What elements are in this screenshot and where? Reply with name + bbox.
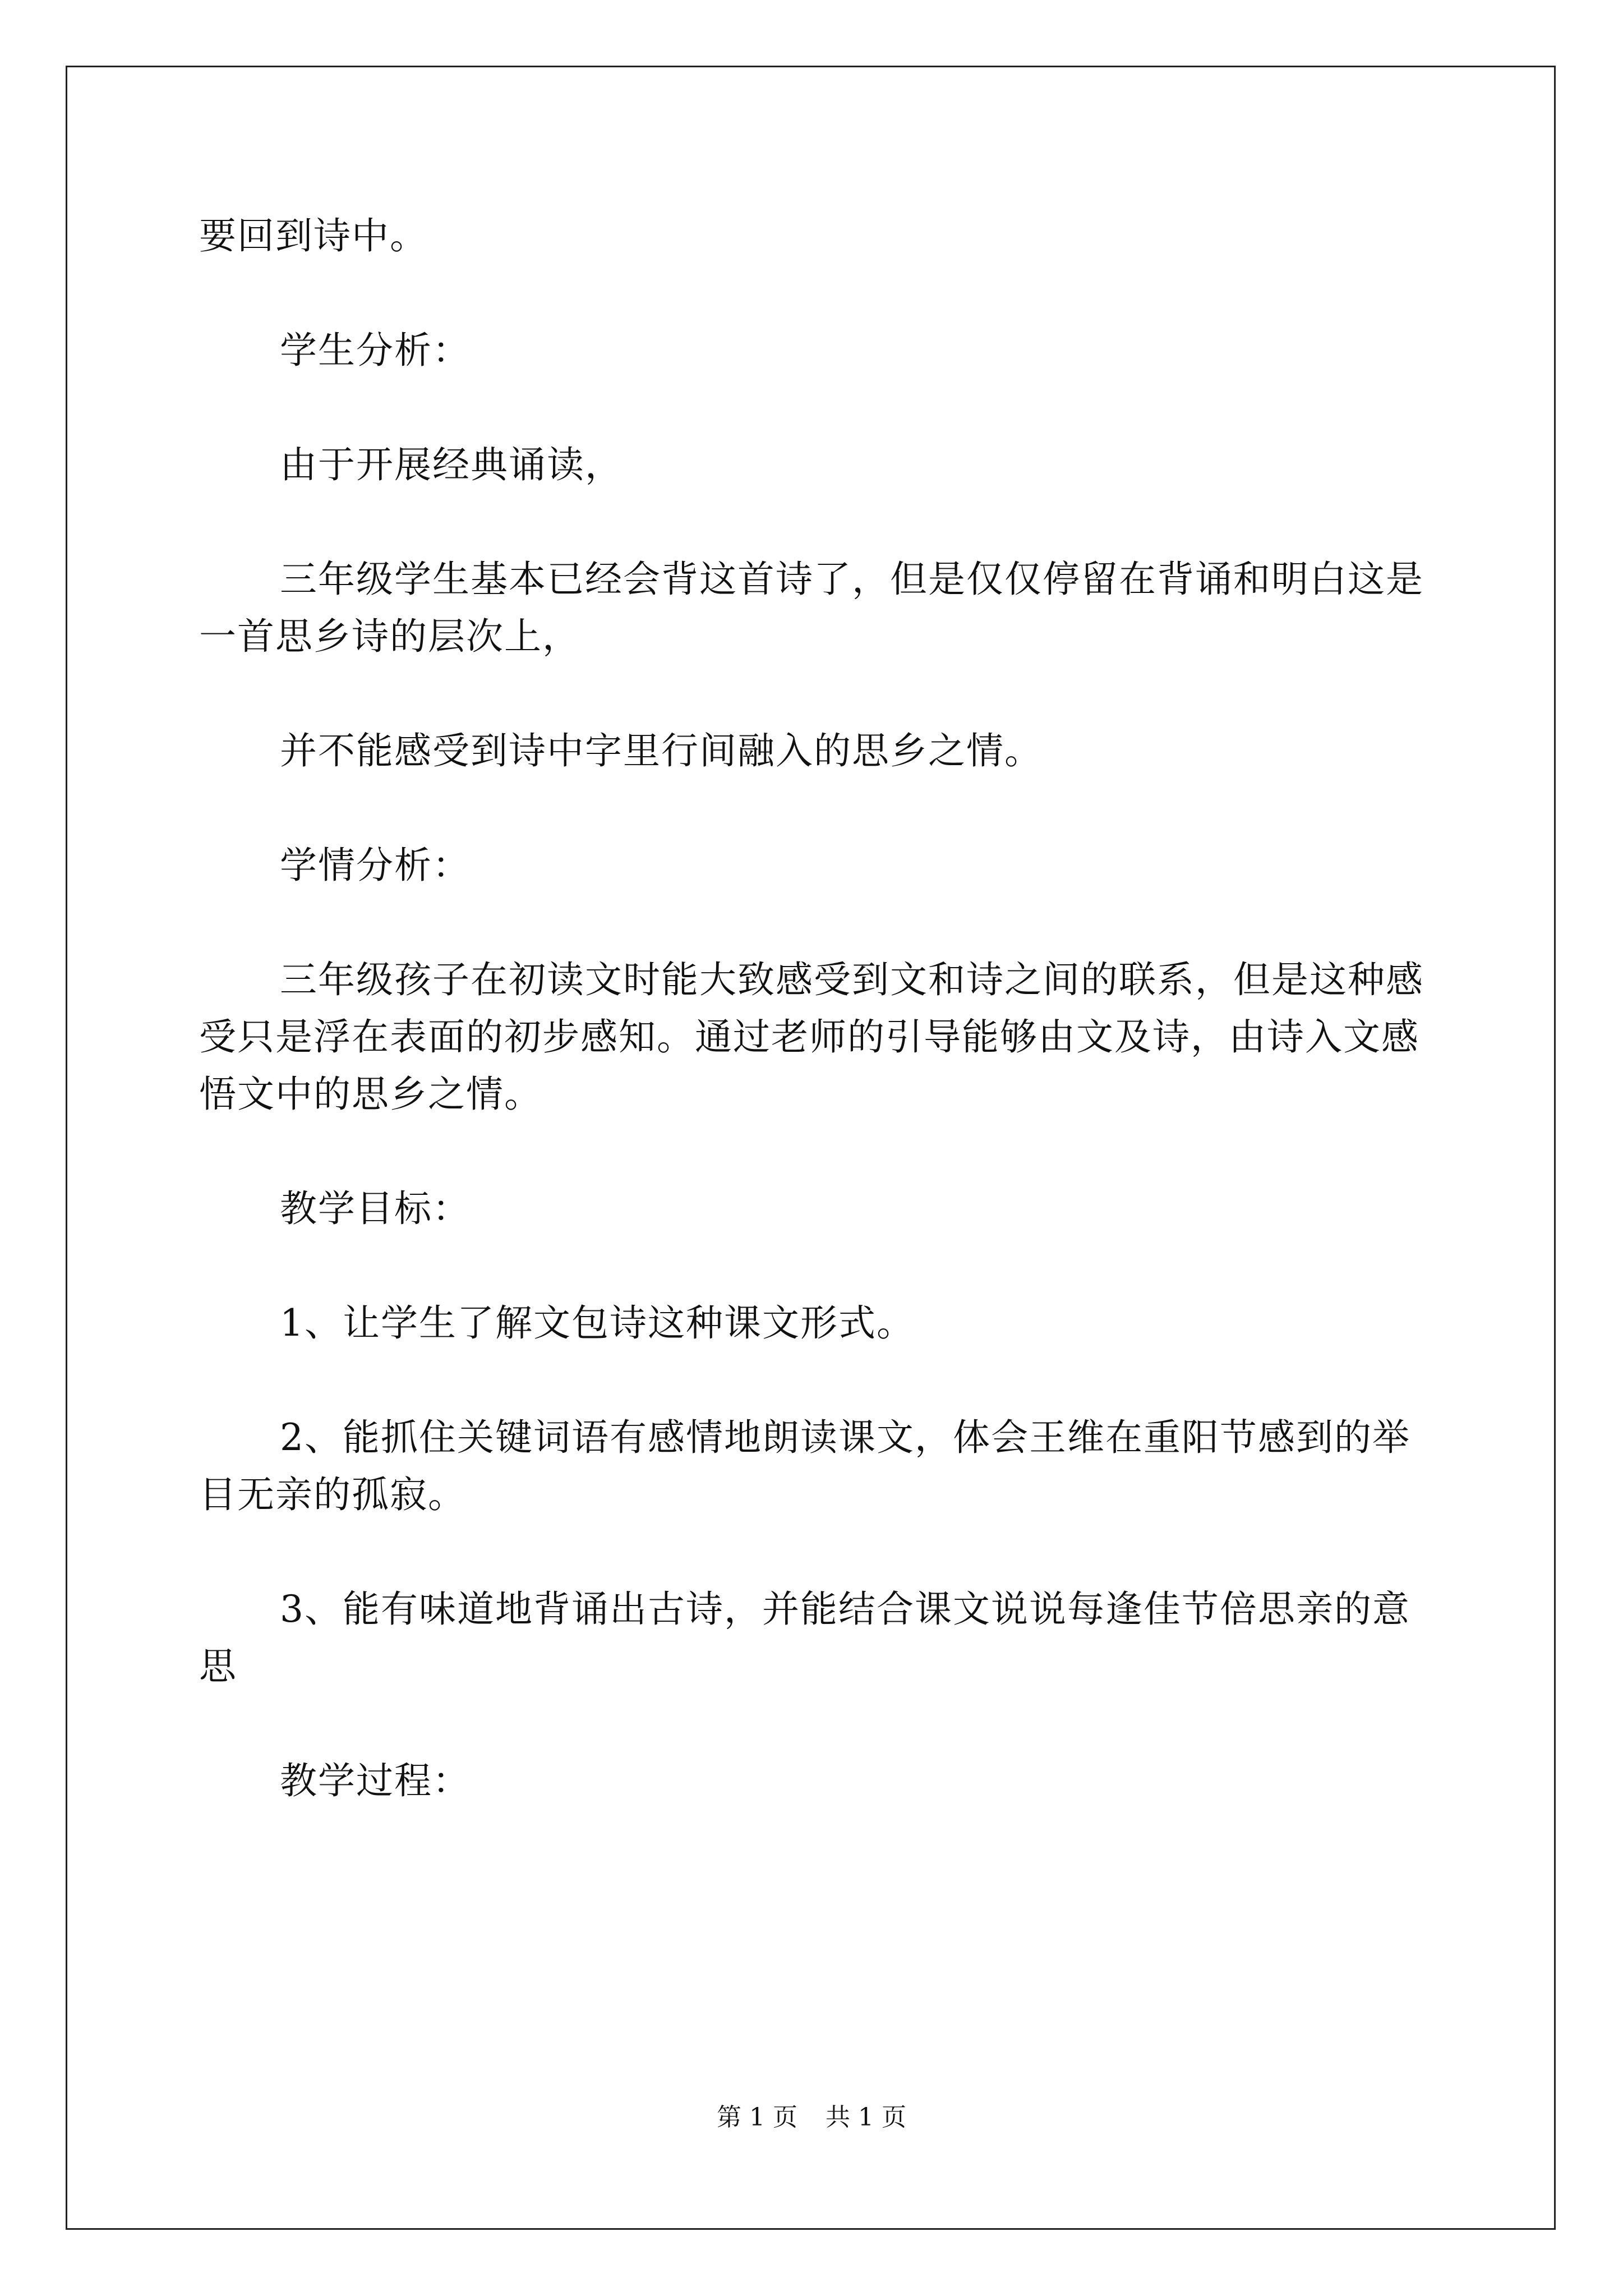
paragraph-4: 三年级学生基本已经会背这首诗了，但是仅仅停留在背诵和明白这是一首思乡诗的层次上， [199, 558, 1424, 658]
paragraph-6-heading: 学情分析： [280, 844, 471, 887]
paragraph-11-goal-3: 3、能有味道地背诵出古诗，并能结合课文说说每逢佳节倍思亲的意思 [199, 1588, 1410, 1688]
paragraph-10-goal-2: 2、能抓住关键词语有感情地朗读课文，体会王维在重阳节感到的举目无亲的孤寂。 [199, 1416, 1410, 1516]
paragraph-9-goal-1: 1、让学生了解文包诗这种课文形式。 [280, 1301, 915, 1345]
paragraph-2-heading: 学生分析： [280, 329, 471, 372]
paragraph-3: 由于开展经典诵读， [280, 443, 623, 486]
paragraph-5: 并不能感受到诗中字里行间融入的思乡之情。 [280, 729, 1043, 772]
page-footer [0, 2101, 1623, 2134]
paragraph-8-heading: 教学目标： [280, 1187, 471, 1230]
document-body [199, 208, 1433, 1867]
paragraph-1: 要回到诗中。 [199, 214, 428, 257]
page-number: 第 1 页 [717, 2103, 797, 2132]
page-total: 共 1 页 [826, 2103, 906, 2132]
paragraph-7: 三年级孩子在初读文时能大致感受到文和诗之间的联系，但是这种感受只是浮在表面的初步感知。通过老师的引导能够由文及诗，由诗入文感悟文中的思乡之情。 [199, 958, 1424, 1116]
paragraph-12-heading: 教学过程： [280, 1759, 471, 1802]
